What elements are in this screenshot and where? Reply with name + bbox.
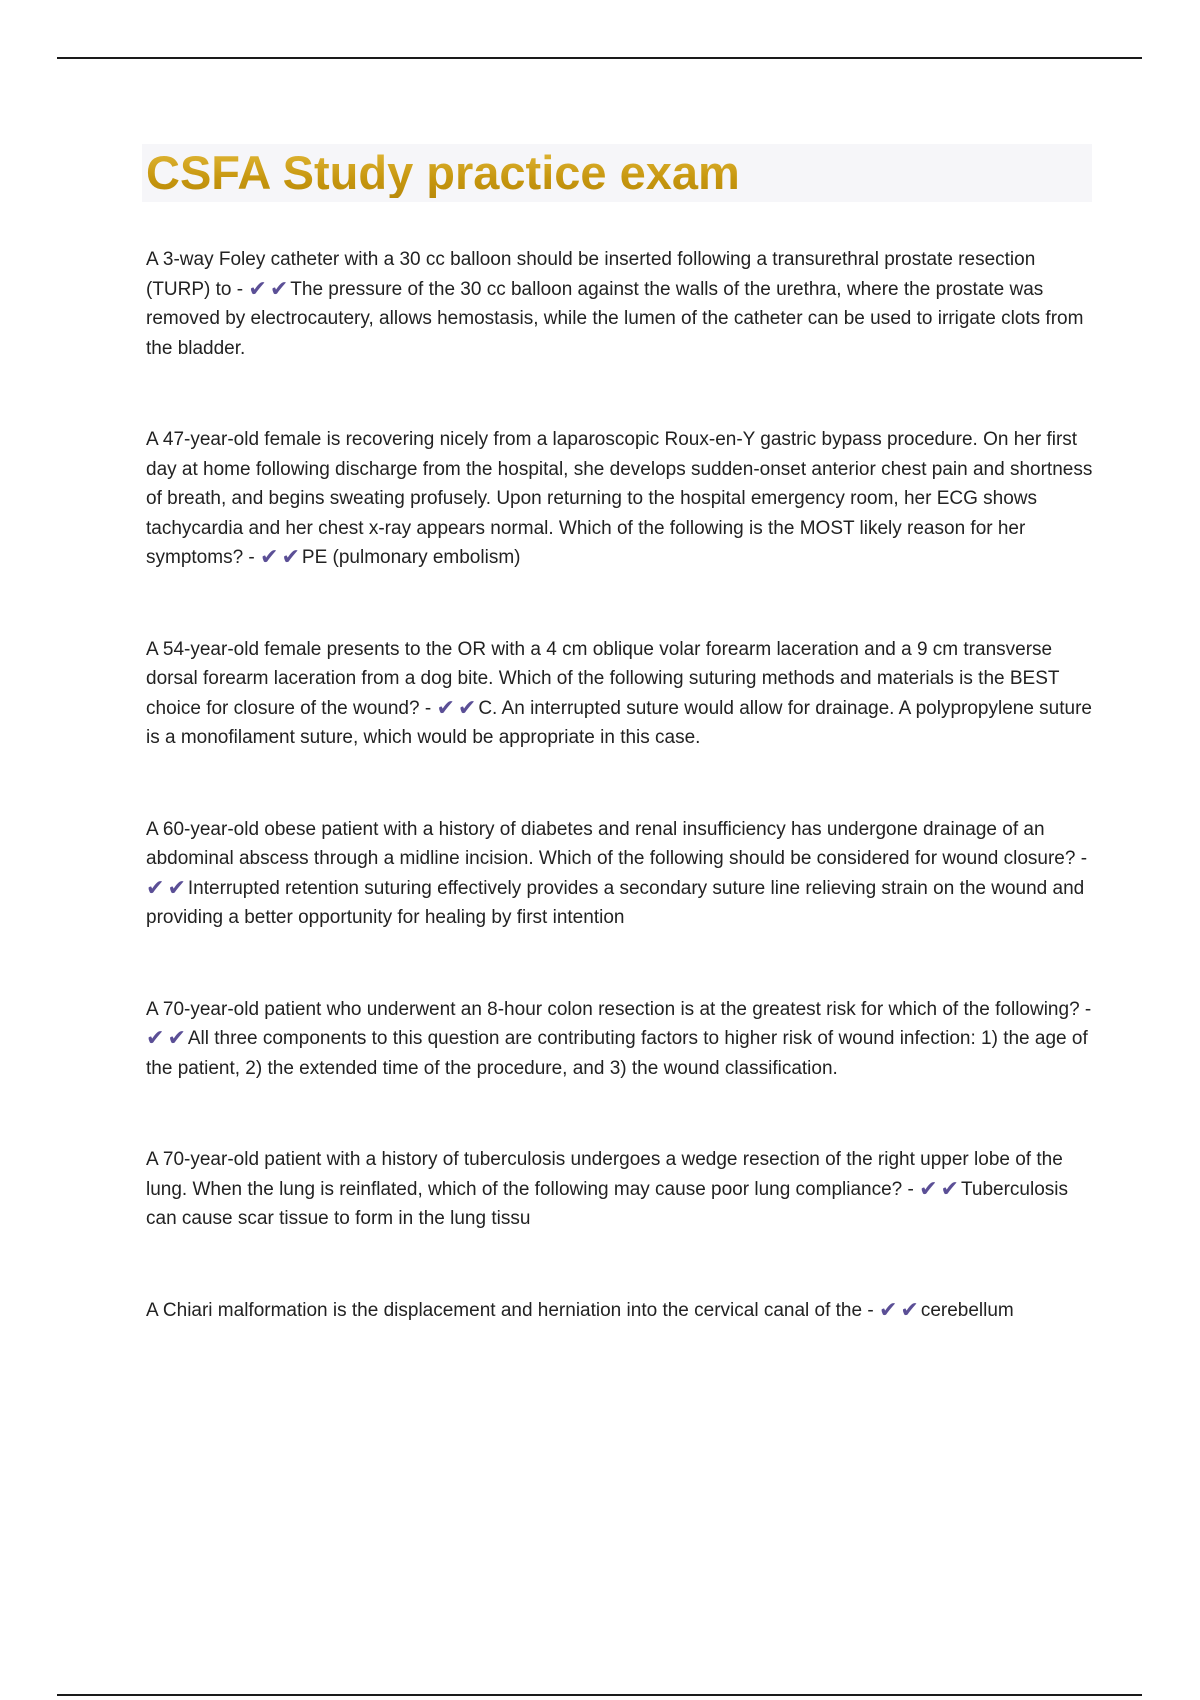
- page-title: CSFA Study practice exam: [146, 148, 1092, 198]
- question-text: A 70-year-old patient who underwent an 8-hour colon resection is at the greatest risk for which of the following? -: [146, 998, 1092, 1020]
- check-icon: ✔: [269, 275, 289, 301]
- qa-item-4: [146, 815, 1096, 933]
- check-icon: ✔: [146, 874, 165, 900]
- double-check-icon: [260, 544, 300, 569]
- check-icon: ✔: [260, 544, 279, 569]
- bottom-rule: [57, 1694, 1142, 1696]
- qa-item-1: [146, 245, 1096, 363]
- check-icon: ✔: [878, 1296, 898, 1322]
- check-icon: ✔: [248, 275, 267, 301]
- qa-item-5: [146, 995, 1096, 1084]
- qa-item-2: [146, 425, 1096, 573]
- double-check-icon: [146, 874, 186, 900]
- question-text: A Chiari malformation is the displacement and herniation into the cervical canal of the -: [146, 1299, 874, 1321]
- answer-text: C. An interrupted suture would allow for drainage. A polypropylene suture is a monofilament suture, which would be appropriate in this case.: [146, 697, 1092, 748]
- double-check-icon: [248, 275, 289, 301]
- answer-text: The pressure of the 30 cc balloon against the walls of the urethra, where the prostate was removed by electrocautery, allows hemostasis, while the lumen of the catheter can be used to irrigate clots from the bladder.: [146, 278, 1084, 359]
- double-check-icon: [878, 1296, 919, 1322]
- double-check-icon: [146, 1025, 186, 1050]
- question-text: A 3-way Foley catheter with a 30 cc balloon should be inserted following a transurethral prostate resection (TURP) to -: [146, 249, 1036, 300]
- check-icon: ✔: [457, 694, 477, 720]
- check-icon: ✔: [436, 694, 455, 720]
- check-icon: ✔: [919, 1175, 938, 1201]
- check-icon: ✔: [167, 1025, 186, 1050]
- question-text: A 70-year-old patient with a history of tuberculosis undergoes a wedge resection of the right upper lobe of the lung. When the lung is reinflated, which of the following may cause poor lung compliance? -: [146, 1149, 1063, 1200]
- answer-text: PE (pulmonary embolism): [301, 547, 521, 568]
- qa-item-7: [146, 1296, 1096, 1326]
- answer-text: All three components to this question are contributing factors to higher risk of wound infection: 1) the age of the patient, 2) the extended time of the procedure, and 3) the wound classification.: [146, 1028, 1088, 1079]
- title-banner: [142, 144, 1092, 202]
- question-text: A 54-year-old female presents to the OR with a 4 cm oblique volar forearm laceration and a 9 cm transverse dorsal forearm laceration from a dog bite. Which of the following suturing methods and materials is the BEST choice for closure of the wound? -: [146, 638, 1060, 719]
- qa-item-3: [146, 635, 1096, 753]
- double-check-icon: [436, 694, 477, 720]
- check-icon: ✔: [167, 874, 186, 900]
- check-icon: ✔: [281, 544, 300, 569]
- question-text: A 60-year-old obese patient with a history of diabetes and renal insufficiency has undergone drainage of an abdominal abscess through a midline incision. Which of the following should be considered for wound closure? -: [146, 818, 1088, 869]
- check-icon: ✔: [900, 1296, 919, 1322]
- double-check-icon: [919, 1175, 959, 1201]
- qa-list: [146, 245, 1096, 1325]
- check-icon: ✔: [146, 1025, 165, 1050]
- check-icon: ✔: [940, 1175, 959, 1201]
- top-rule: [57, 57, 1142, 59]
- answer-text: cerebellum: [920, 1299, 1014, 1321]
- answer-text: Interrupted retention suturing effectively provides a secondary suture line relieving strain on the wound and providing a better opportunity for healing by first intention: [146, 877, 1085, 928]
- qa-item-6: [146, 1145, 1096, 1234]
- question-text: A 47-year-old female is recovering nicely from a laparoscopic Roux-en-Y gastric bypass procedure. On her first day at home following discharge from the hospital, she develops sudden-onset anterior chest pain and shortness of breath, and begins sweating profusely. Upon returning to the hospital emergency room, her ECG shows tachycardia and her chest x-ray appears normal. Which of the following is the MOST likely reason for her symptoms? -: [146, 429, 1093, 568]
- answer-text: Tuberculosis can cause scar tissue to form in the lung tissu: [146, 1178, 1068, 1229]
